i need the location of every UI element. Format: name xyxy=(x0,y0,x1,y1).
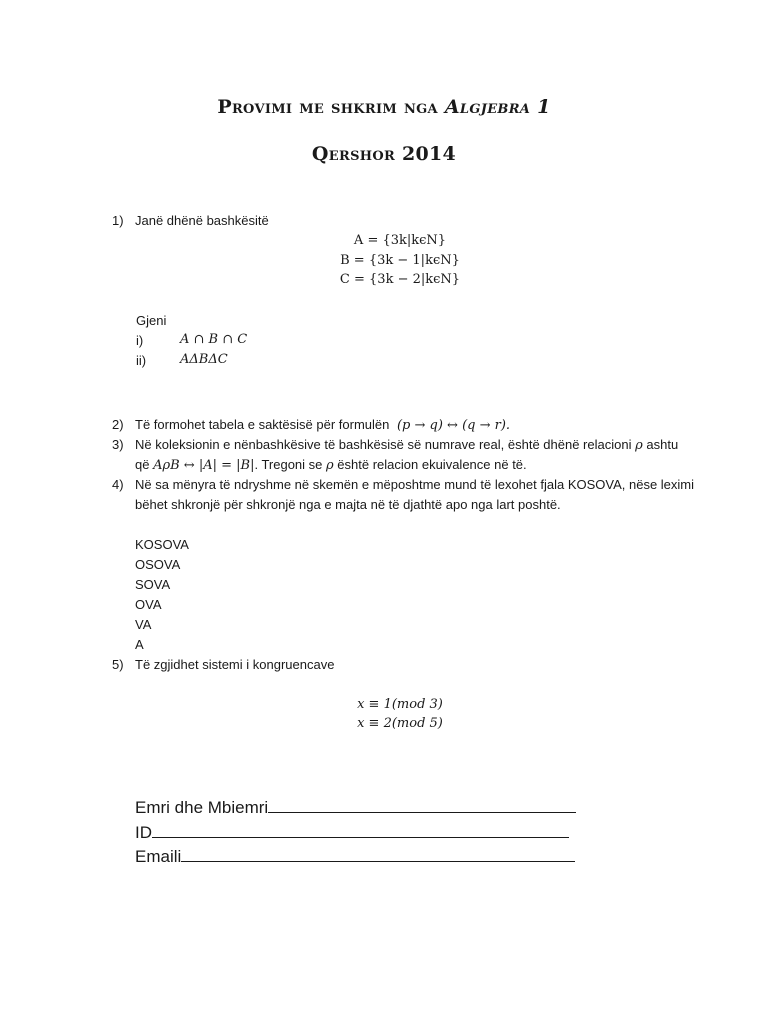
set-b: B = {3k − 1|kϵN} xyxy=(340,253,460,268)
question-3-number: 3) xyxy=(112,437,124,452)
name-field-row xyxy=(135,797,576,818)
question-2-text: Të formohet tabela e saktësisë për formulën xyxy=(135,417,390,432)
question-4-line-2: bëhet shkronjë për shkronjë nga e majta në të djathtë apo nga lart poshtë. xyxy=(135,497,561,512)
congruence-1: x ≡ 1(mod 3) xyxy=(357,697,443,712)
question-3-text-1-end: ashtu xyxy=(646,437,679,452)
exam-title-main: Provimi me shkrim nga xyxy=(217,96,438,118)
exam-session: Qershor 2014 xyxy=(311,143,457,165)
find-label: Gjeni xyxy=(136,313,167,328)
question-3-text-2-end: është relacion ekuivalence në të. xyxy=(337,457,527,472)
question-3-rho-2: ρ xyxy=(326,458,334,473)
question-3-text-2-start: që xyxy=(135,457,150,472)
set-c: C = {3k − 2|kϵN} xyxy=(339,272,461,287)
scheme-row-4: OVA xyxy=(135,597,162,612)
question-3-line-1 xyxy=(135,437,678,453)
email-field-row xyxy=(135,846,575,867)
scheme-row-1: KOSOVA xyxy=(135,537,189,552)
part-ii-expr: AΔBΔC xyxy=(180,352,228,367)
exam-title xyxy=(0,96,768,118)
question-5-number: 5) xyxy=(112,657,124,672)
part-i-expr: A ∩ B ∩ C xyxy=(180,332,248,347)
question-3-rho: ρ xyxy=(635,438,643,453)
congruence-2: x ≡ 2(mod 5) xyxy=(357,716,443,731)
question-2-formula: (p → q) ↔ (q → r). xyxy=(396,418,511,433)
part-i-label: i) xyxy=(136,333,144,348)
question-2-line xyxy=(135,417,510,433)
question-3-text-1: Në koleksionin e nënbashkësive të bashkësisë së numrave real, është dhënë relacioni xyxy=(135,437,632,452)
question-3-line-2 xyxy=(135,457,527,473)
question-1-number: 1) xyxy=(112,213,124,228)
set-a: A = {3k|kϵN} xyxy=(353,233,447,248)
question-5-text: Të zgjidhet sistemi i kongruencave xyxy=(135,657,335,672)
scheme-row-2: OSOVA xyxy=(135,557,181,572)
question-2-number: 2) xyxy=(112,417,124,432)
name-label: Emri dhe Mbiemri xyxy=(135,798,269,817)
question-4-line-1: Në sa mënyra të ndryshme në skemën e mëposhtme mund të lexohet fjala KOSOVA, nëse leximi xyxy=(135,477,695,492)
name-field[interactable] xyxy=(268,797,576,813)
part-ii-label: ii) xyxy=(136,353,147,368)
email-field[interactable] xyxy=(181,846,575,862)
question-4-number: 4) xyxy=(112,477,124,492)
email-label: Emaili xyxy=(135,847,182,866)
scheme-row-3: SOVA xyxy=(135,577,171,592)
id-field-row xyxy=(135,822,569,843)
question-3-text-2: . Tregoni se xyxy=(254,457,323,472)
id-label: ID xyxy=(135,823,152,842)
exam-title-subject: Algjebra 1 xyxy=(444,96,551,118)
scheme-row-6: A xyxy=(135,637,144,652)
question-3-relation: AρB ↔ |A| = |B| xyxy=(153,458,255,473)
question-1-text: Janë dhënë bashkësitë xyxy=(135,213,269,228)
scheme-row-5: VA xyxy=(135,617,152,632)
id-field[interactable] xyxy=(152,822,569,838)
